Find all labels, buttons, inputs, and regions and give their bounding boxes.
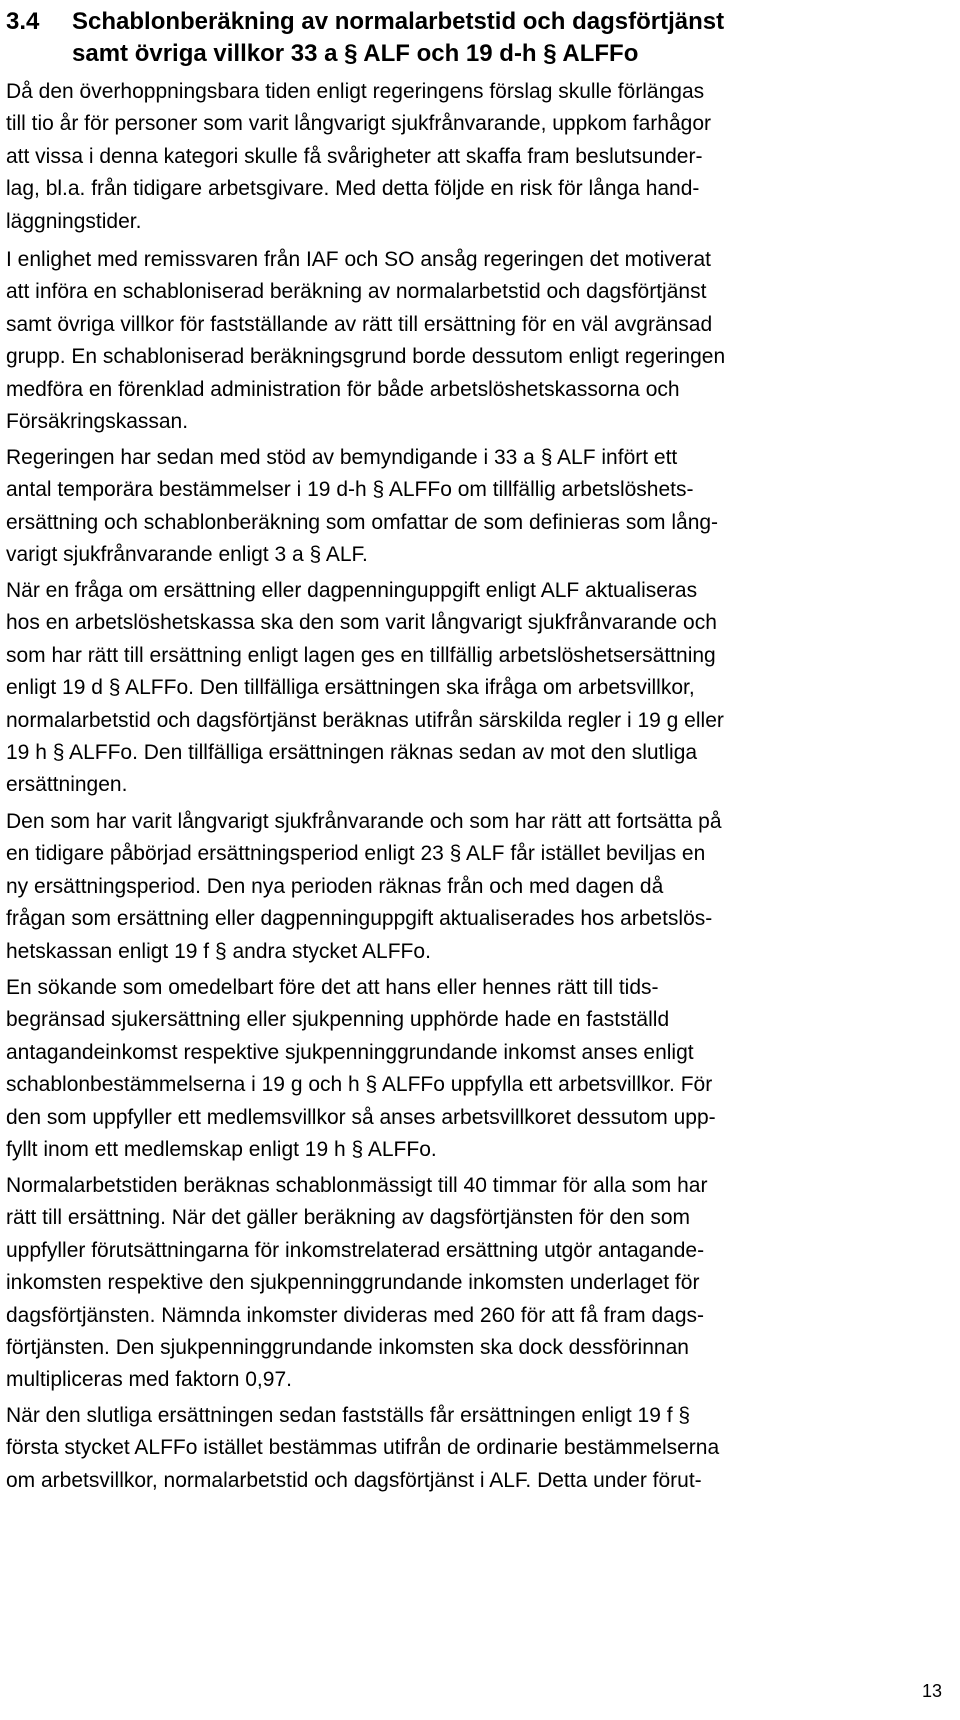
paragraph-5: Den som har varit långvarigt sjukfrånvarande och som har rätt att fortsätta på en tidigare påbörjad ersättningsperiod enligt 23 § ALF får istället beviljas en ny ersättningsperiod. Den nya perioden räknas från och med dagen då frågan som ersättning eller dagpenninguppgift aktualiserades hos arbetslös- hetskassan enligt 19 f § andra stycket ALFFo.	[6, 810, 722, 963]
section-heading	[6, 6, 946, 70]
paragraph-2: I enlighet med remissvaren från IAF och SO ansåg regeringen det motiverat att införa en schabloniserad beräkning av normalarbetstid och dagsförtjänst samt övriga villkor för fastställande av rätt till ersättning för en väl avgränsad grupp. En schabloniserad beräkningsgrund borde dessutom enligt regeringen medföra en förenklad administration för både arbetslöshetskassorna och Försäkringskassan.	[6, 248, 726, 434]
paragraph-1: Då den överhoppningsbara tiden enligt regeringens förslag skulle förlängas till tio år för personer som varit långvarigt sjukfrånvarande, uppkom farhågor att vissa i denna kategori skulle få svårigheter att skaffa fram beslutsunder- lag, bl.a. från tidigare arbetsgivare. Med detta följde en risk för långa hand- läggningstider.	[6, 80, 711, 233]
section-title: Schablonberäkning av normalarbetstid och dagsförtjänst samt övriga villkor 33 a § ALF och 19 d-h § ALFFo	[72, 8, 725, 67]
paragraph-3: Regeringen har sedan med stöd av bemyndigande i 33 a § ALF infört ett antal temporära bestämmelser i 19 d-h § ALFFo om tillfällig arbetslöshets- ersättning och schablonberäkning som omfattar de som definieras som lång- varigt sjukfrånvarande enligt 3 a § ALF.	[6, 446, 719, 567]
paragraph-6: En sökande som omedelbart före det att hans eller hennes rätt till tids- begränsad sjukersättning eller sjukpenning upphörde hade en fastställd antagandeinkomst respektive sjukpenninggrundande inkomst anses enligt schablonbestämmelserna i 19 g och h § ALFFo uppfylla ett arbetsvillkor. För den som uppfyller ett medlemsvillkor så anses arbetsvillkoret dessutom upp- fyllt inom ett medlemskap enligt 19 h § ALFFo.	[6, 976, 716, 1162]
page-number: 13	[921, 1681, 942, 1701]
paragraph-4: När en fråga om ersättning eller dagpenninguppgift enligt ALF aktualiseras hos en arbetslöshetskassa ska den som varit långvarigt sjukfrånvarande och som har rätt till ersättning enligt lagen ges en tillfällig arbetslöshetsersättning enligt 19 d § ALFFo. Den tillfälliga ersättningen ska ifråga om arbetsvillkor, normalarbetstid och dagsförtjänst beräknas utifrån särskilda regler i 19 g eller 19 h § ALFFo. Den tillfälliga ersättningen räknas sedan av mot den slutliga ersättningen.	[6, 579, 724, 797]
section-number: 3.4	[6, 8, 40, 35]
paragraph-7: Normalarbetstiden beräknas schablonmässigt till 40 timmar för alla som har rätt till ersättning. När det gäller beräkning av dagsförtjänsten för den som uppfyller förutsättningarna för inkomstrelaterad ersättning utgör antagande- inkomsten respektive den sjukpenninggrundande inkomsten underlaget för dagsförtjänsten. Nämnda inkomster divideras med 260 för att få fram dags- förtjänsten. Den sjukpenninggrundande inkomsten ska dock dessförinnan multipliceras med faktorn 0,97.	[6, 1174, 708, 1392]
paragraph-8: När den slutliga ersättningen sedan fastställs får ersättningen enligt 19 f § första stycket ALFFo istället bestämmas utifrån de ordinarie bestämmelserna om arbetsvillkor, normalarbetstid och dagsförtjänst i ALF. Detta under förut-	[6, 1404, 720, 1492]
